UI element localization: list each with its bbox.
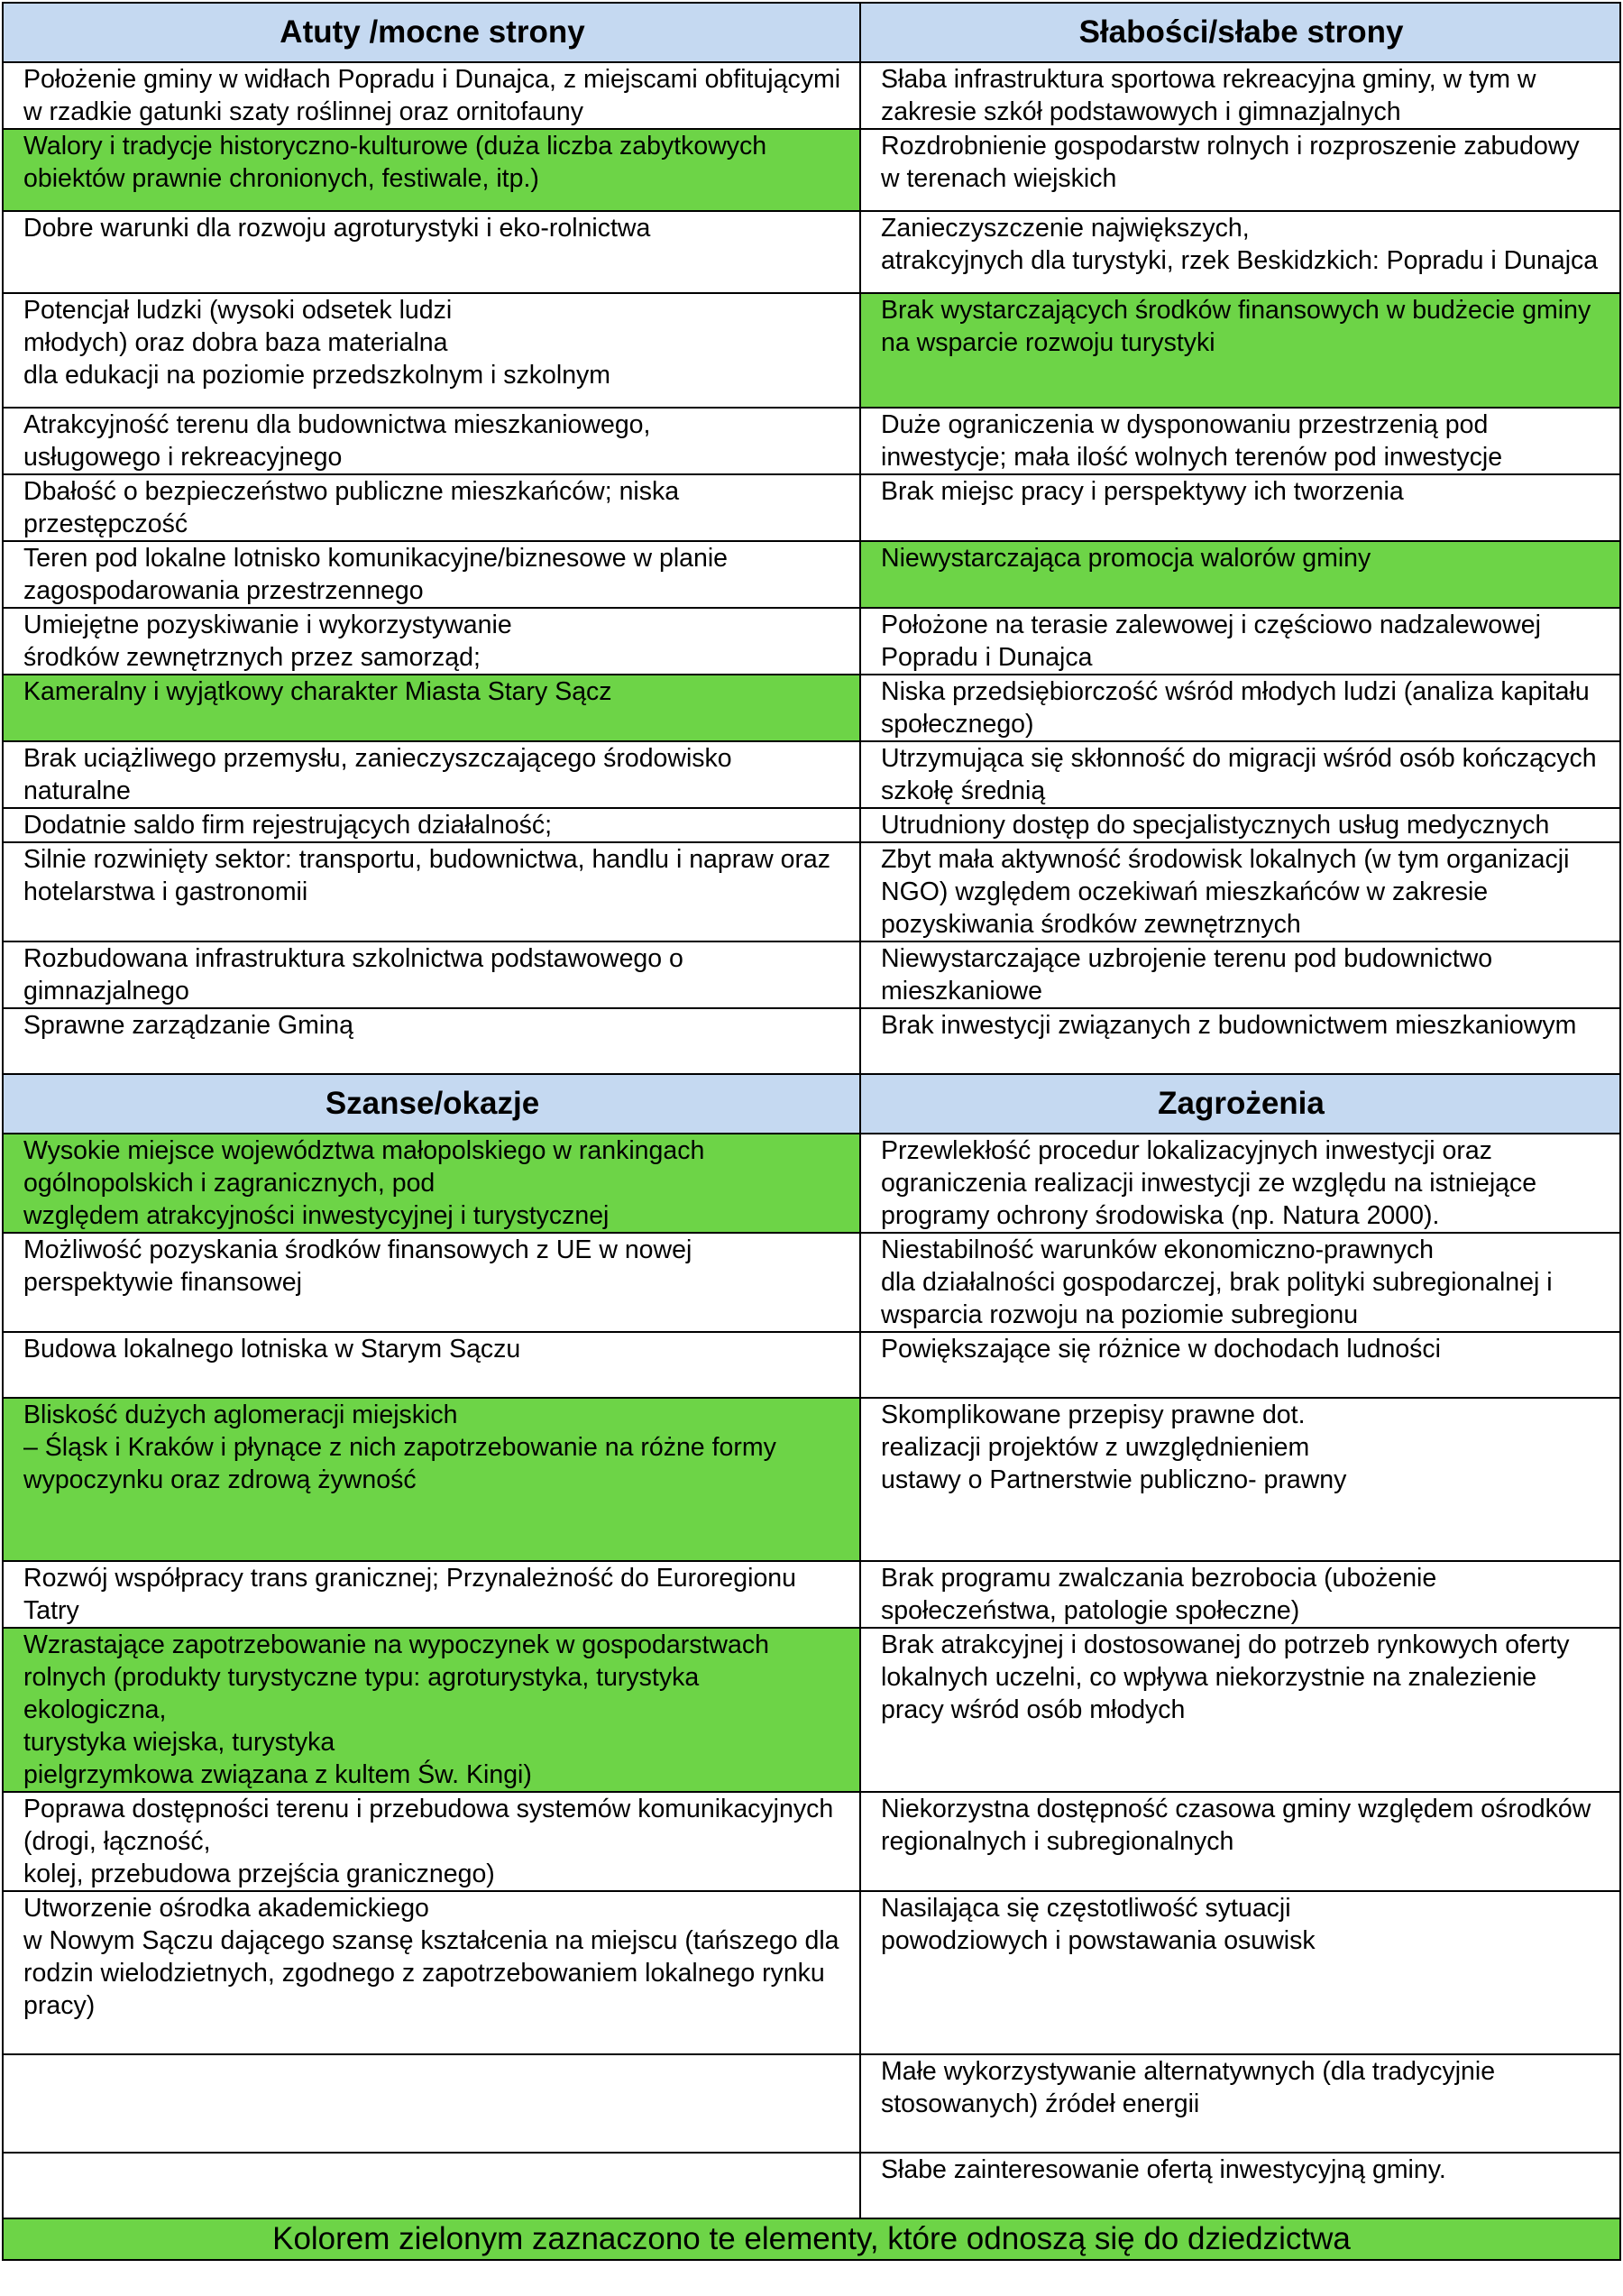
bottom-row xyxy=(3,1233,1620,1332)
top-cell-right: Słaba infrastruktura sportowa rekreacyjna gminy, w tym w zakresie szkół podstawowych i gimnazjalnych xyxy=(860,62,1620,129)
top-cell-left: Walory i tradycje historyczno-kulturowe (duża liczba zabytkowych obiektów prawnie chronionych, festiwale, itp.) xyxy=(3,129,860,211)
bottom-row xyxy=(3,1398,1620,1561)
top-cell-left: Potencjał ludzki (wysoki odsetek ludzi młodych) oraz dobra baza materialna dla edukacji na poziomie przedszkolnym i szkolnym xyxy=(3,293,860,408)
opportunities-header: Szanse/okazje xyxy=(3,1074,860,1134)
swot-table xyxy=(2,2,1621,2261)
top-row xyxy=(3,941,1620,1008)
bottom-cell-left xyxy=(3,2054,860,2153)
bottom-cell-left: Bliskość dużych aglomeracji miejskich – Śląsk i Kraków i płynące z nich zapotrzebowanie na różne formy wypoczynku oraz zdrową żywność xyxy=(3,1398,860,1561)
threats-header: Zagrożenia xyxy=(860,1074,1620,1134)
top-cell-left: Teren pod lokalne lotnisko komunikacyjne/biznesowe w planie zagospodarowania przestrzennego xyxy=(3,541,860,608)
top-row xyxy=(3,608,1620,675)
top-cell-left: Położenie gminy w widłach Popradu i Dunajca, z miejscami obfitującymi w rzadkie gatunki szaty roślinnej oraz ornitofauny xyxy=(3,62,860,129)
top-cell-right: Brak wystarczających środków finansowych w budżecie gminy na wsparcie rozwoju turystyki xyxy=(860,293,1620,408)
top-cell-right: Duże ograniczenia w dysponowaniu przestrzenią pod inwestycje; mała ilość wolnych terenów pod inwestycje xyxy=(860,408,1620,474)
header-row-top xyxy=(3,3,1620,62)
bottom-cell-left: Możliwość pozyskania środków finansowych z UE w nowej perspektywie finansowej xyxy=(3,1233,860,1332)
top-cell-right: Utrudniony dostęp do specjalistycznych usług medycznych xyxy=(860,808,1620,842)
bottom-row xyxy=(3,1332,1620,1398)
top-cell-right: Zanieczyszczenie największych, atrakcyjnych dla turystyki, rzek Beskidzkich: Popradu i Dunajca xyxy=(860,211,1620,293)
top-cell-left: Silnie rozwinięty sektor: transportu, budownictwa, handlu i napraw oraz hotelarstwa i gastronomii xyxy=(3,842,860,941)
bottom-cell-left: Poprawa dostępności terenu i przebudowa systemów komunikacyjnych (drogi, łączność, kolej, przebudowa przejścia granicznego) xyxy=(3,1792,860,1891)
bottom-cell-right: Przewlekłość procedur lokalizacyjnych inwestycji oraz ograniczenia realizacji inwestycji ze względu na istniejące programy ochrony środowiska (np. Natura 2000). xyxy=(860,1134,1620,1233)
bottom-cell-left: Wzrastające zapotrzebowanie na wypoczynek w gospodarstwach rolnych (produkty turystyczne typu: agroturystyka, turystyka ekologiczna, turystyka wiejska, turystyka pielgrzymkowa związana z kultem Św. Kingi) xyxy=(3,1628,860,1792)
top-row xyxy=(3,211,1620,293)
top-row xyxy=(3,408,1620,474)
top-cell-left: Rozbudowana infrastruktura szkolnictwa podstawowego o gimnazjalnego xyxy=(3,941,860,1008)
bottom-row xyxy=(3,1891,1620,2054)
bottom-row xyxy=(3,1628,1620,1792)
top-cell-right: Położone na terasie zalewowej i częściowo nadzalewowej Popradu i Dunajca xyxy=(860,608,1620,675)
header-row-bottom xyxy=(3,1074,1620,1134)
top-row xyxy=(3,474,1620,541)
bottom-row xyxy=(3,1134,1620,1233)
weaknesses-header: Słabości/słabe strony xyxy=(860,3,1620,62)
top-row xyxy=(3,1008,1620,1074)
top-row xyxy=(3,675,1620,741)
top-row xyxy=(3,741,1620,808)
strengths-header: Atuty /mocne strony xyxy=(3,3,860,62)
top-row xyxy=(3,808,1620,842)
top-row xyxy=(3,293,1620,408)
top-cell-left: Umiejętne pozyskiwanie i wykorzystywanie środków zewnętrznych przez samorząd; xyxy=(3,608,860,675)
bottom-cell-right: Powiększające się różnice w dochodach ludności xyxy=(860,1332,1620,1398)
top-cell-left: Dobre warunki dla rozwoju agroturystyki i eko-rolnictwa xyxy=(3,211,860,293)
top-cell-right: Zbyt mała aktywność środowisk lokalnych (w tym organizacji NGO) względem oczekiwań mieszkańców w zakresie pozyskiwania środków zewnętrznych xyxy=(860,842,1620,941)
bottom-cell-right: Brak programu zwalczania bezrobocia (ubożenie społeczeństwa, patologie społeczne) xyxy=(860,1561,1620,1628)
bottom-cell-right: Nasilająca się częstotliwość sytuacji powodziowych i powstawania osuwisk xyxy=(860,1891,1620,2054)
top-cell-right: Brak inwestycji związanych z budownictwem mieszkaniowym xyxy=(860,1008,1620,1074)
top-cell-right: Niska przedsiębiorczość wśród młodych ludzi (analiza kapitału społecznego) xyxy=(860,675,1620,741)
bottom-cell-left xyxy=(3,2153,860,2218)
bottom-cell-right: Niekorzystna dostępność czasowa gminy względem ośrodków regionalnych i subregionalnych xyxy=(860,1792,1620,1891)
swot-body xyxy=(3,3,1620,2260)
top-cell-right: Niewystarczająca promocja walorów gminy xyxy=(860,541,1620,608)
bottom-cell-right: Słabe zainteresowanie ofertą inwestycyjną gminy. xyxy=(860,2153,1620,2218)
bottom-cell-right: Brak atrakcyjnej i dostosowanej do potrzeb rynkowych oferty lokalnych uczelni, co wpływa niekorzystnie na znalezienie pracy wśród osób młodych xyxy=(860,1628,1620,1792)
bottom-cell-left: Budowa lokalnego lotniska w Starym Sączu xyxy=(3,1332,860,1398)
top-cell-left: Atrakcyjność terenu dla budownictwa mieszkaniowego, usługowego i rekreacyjnego xyxy=(3,408,860,474)
bottom-row xyxy=(3,1792,1620,1891)
top-cell-left: Dodatnie saldo firm rejestrujących działalność; xyxy=(3,808,860,842)
bottom-cell-left: Utworzenie ośrodka akademickiego w Nowym Sączu dającego szansę kształcenia na miejscu (tańszego dla rodzin wielodzietnych, zgodnego z zapotrzebowaniem lokalnego rynku pracy) xyxy=(3,1891,860,2054)
top-cell-left: Dbałość o bezpieczeństwo publiczne mieszkańców; niska przestępczość xyxy=(3,474,860,541)
bottom-cell-left: Wysokie miejsce województwa małopolskiego w rankingach ogólnopolskich i zagranicznych, pod względem atrakcyjności inwestycyjnej i turystycznej xyxy=(3,1134,860,1233)
top-row xyxy=(3,62,1620,129)
heritage-legend: Kolorem zielonym zaznaczono te elementy, które odnoszą się do dziedzictwa xyxy=(3,2218,1620,2260)
footer-row xyxy=(3,2218,1620,2260)
top-row xyxy=(3,842,1620,941)
bottom-cell-right: Małe wykorzystywanie alternatywnych (dla tradycyjnie stosowanych) źródeł energii xyxy=(860,2054,1620,2153)
top-row xyxy=(3,541,1620,608)
bottom-cell-right: Niestabilność warunków ekonomiczno-prawnych dla działalności gospodarczej, brak polityki subregionalnej i wsparcia rozwoju na poziomie subregionu xyxy=(860,1233,1620,1332)
bottom-cell-left: Rozwój współpracy trans granicznej; Przynależność do Euroregionu Tatry xyxy=(3,1561,860,1628)
bottom-row xyxy=(3,2054,1620,2153)
bottom-cell-right: Skomplikowane przepisy prawne dot. realizacji projektów z uwzględnieniem ustawy o Partnerstwie publiczno- prawny xyxy=(860,1398,1620,1561)
top-cell-left: Brak uciążliwego przemysłu, zanieczyszczającego środowisko naturalne xyxy=(3,741,860,808)
bottom-row xyxy=(3,1561,1620,1628)
top-cell-right: Niewystarczające uzbrojenie terenu pod budownictwo mieszkaniowe xyxy=(860,941,1620,1008)
top-cell-right: Brak miejsc pracy i perspektywy ich tworzenia xyxy=(860,474,1620,541)
top-row xyxy=(3,129,1620,211)
top-cell-left: Sprawne zarządzanie Gminą xyxy=(3,1008,860,1074)
top-cell-right: Utrzymująca się skłonność do migracji wśród osób kończących szkołę średnią xyxy=(860,741,1620,808)
bottom-row xyxy=(3,2153,1620,2218)
top-cell-right: Rozdrobnienie gospodarstw rolnych i rozproszenie zabudowy w terenach wiejskich xyxy=(860,129,1620,211)
top-cell-left: Kameralny i wyjątkowy charakter Miasta Stary Sącz xyxy=(3,675,860,741)
